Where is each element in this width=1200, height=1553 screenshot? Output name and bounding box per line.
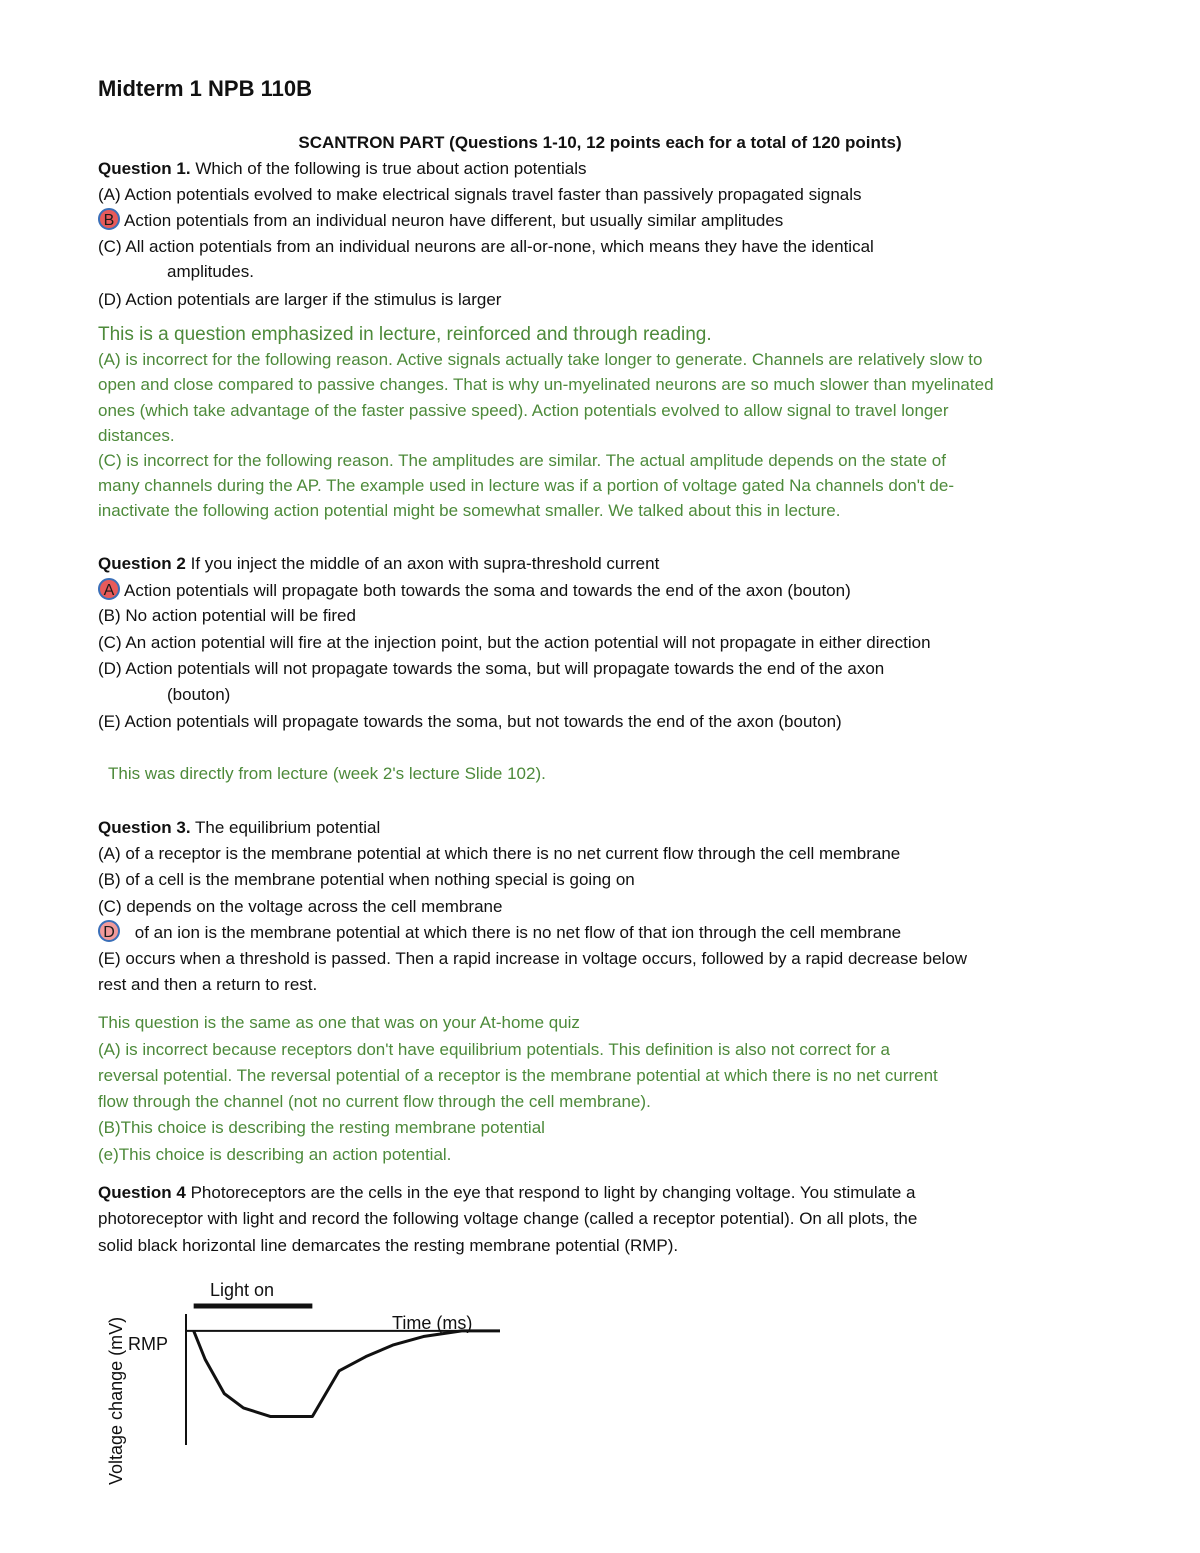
selected-answer-marker: D bbox=[98, 920, 120, 942]
q3-option-e: (E) occurs when a threshold is passed. Then a rapid increase in voltage occurs, followed by a rapid decrease below bbox=[98, 949, 968, 968]
q2-header bbox=[98, 553, 659, 575]
q4-header bbox=[98, 1182, 915, 1204]
q4-text-line: photoreceptor with light and record the following voltage change (called a receptor potential). On all plots, the bbox=[98, 1209, 918, 1228]
q2-option-a bbox=[98, 579, 851, 602]
q1-note-line: open and close compared to passive changes. That is why un-myelinated neurons are so much slower than myelinated bbox=[98, 375, 994, 394]
q4-label: Question 4 bbox=[98, 1183, 186, 1202]
q1-option-a: (A) Action potentials evolved to make electrical signals travel faster than passively propagated signals bbox=[98, 185, 862, 204]
q3-option-e-cont: rest and then a return to rest. bbox=[98, 975, 318, 994]
x-axis-label: Time (ms) bbox=[392, 1313, 473, 1333]
q3-option-d-text: of an ion is the membrane potential at which there is no net flow of that ion through the cell membrane bbox=[134, 923, 902, 942]
light-on-label: Light on bbox=[210, 1280, 275, 1300]
q3-note-line: This question is the same as one that was on your At-home quiz bbox=[98, 1013, 580, 1032]
q3-label: Question 3. bbox=[98, 818, 191, 837]
q4-text-line: Photoreceptors are the cells in the eye that respond to light by changing voltage. You stimulate a bbox=[190, 1183, 916, 1202]
selected-answer-marker: B bbox=[98, 208, 120, 230]
doc-title: Midterm 1 NPB 110B bbox=[98, 76, 312, 101]
q1-label: Question 1. bbox=[98, 159, 191, 178]
selected-answer-marker: A bbox=[98, 578, 120, 600]
q2-label: Question 2 bbox=[98, 554, 186, 573]
q2-note: This was directly from lecture (week 2's lecture Slide 102). bbox=[108, 764, 546, 783]
q1-header bbox=[98, 158, 587, 180]
receptor-potential-chart bbox=[90, 1270, 530, 1500]
q3-note-line: reversal potential. The reversal potential of a receptor is the membrane potential at which there is no net current bbox=[98, 1066, 938, 1085]
q1-note-line: many channels during the AP. The example used in lecture was if a portion of voltage gated Na channels don't de- bbox=[98, 476, 954, 495]
q1-option-b bbox=[98, 209, 783, 232]
q2-option-c: (C) An action potential will fire at the injection point, but the action potential will not propagate in either direction bbox=[98, 633, 931, 652]
q4-text-line: solid black horizontal line demarcates the resting membrane potential (RMP). bbox=[98, 1236, 679, 1255]
doc-subtitle: SCANTRON PART (Questions 1-10, 12 points each for a total of 120 points) bbox=[298, 133, 902, 152]
q3-option-b: (B) of a cell is the membrane potential when nothing special is going on bbox=[98, 870, 635, 889]
q2-option-e: (E) Action potentials will propagate towards the soma, but not towards the end of the axon (bouton) bbox=[98, 712, 842, 731]
q1-option-b-text: Action potentials from an individual neuron have different, but usually similar amplitudes bbox=[124, 211, 784, 230]
q3-option-a: (A) of a receptor is the membrane potential at which there is no net current flow through the cell membrane bbox=[98, 844, 901, 863]
q2-option-d: (D) Action potentials will not propagate towards the soma, but will propagate towards the end of the axon bbox=[98, 659, 885, 678]
q1-option-d: (D) Action potentials are larger if the stimulus is larger bbox=[98, 290, 502, 309]
receptor-potential-trace bbox=[194, 1331, 500, 1417]
q1-note-line: (A) is incorrect for the following reason. Active signals actually take longer to generate. Channels are relatively slow to bbox=[98, 350, 983, 369]
y-axis-label: Voltage change (mV) bbox=[106, 1316, 126, 1485]
q1-note-line: ones (which take advantage of the faster passive speed). Action potentials evolved to allow signal to travel longer bbox=[98, 401, 949, 420]
q1-note-line: (C) is incorrect for the following reason. The amplitudes are similar. The actual amplitude depends on the state of bbox=[98, 451, 946, 470]
q2-option-d-cont: (bouton) bbox=[167, 685, 231, 704]
q1-option-c-cont: amplitudes. bbox=[167, 262, 254, 281]
q2-prompt: If you inject the middle of an axon with supra-threshold current bbox=[190, 554, 660, 573]
q1-note-line: distances. bbox=[98, 426, 175, 445]
q3-note-line: flow through the channel (not no current flow through the cell membrane). bbox=[98, 1092, 651, 1111]
rmp-label: RMP bbox=[128, 1334, 168, 1354]
q3-option-c: (C) depends on the voltage across the cell membrane bbox=[98, 897, 503, 916]
q2-option-b: (B) No action potential will be fired bbox=[98, 606, 356, 625]
q1-note-heading: This is a question emphasized in lecture, reinforced and through reading. bbox=[98, 324, 712, 345]
q3-note-line: (e)This choice is describing an action potential. bbox=[98, 1145, 452, 1164]
q1-prompt: Which of the following is true about action potentials bbox=[195, 159, 587, 178]
q3-header bbox=[98, 817, 380, 839]
q1-note-line: inactivate the following action potential might be somewhat smaller. We talked about this in lecture. bbox=[98, 501, 841, 520]
q2-option-a-text: Action potentials will propagate both towards the soma and towards the end of the axon (bouton) bbox=[124, 581, 851, 600]
q1-option-c: (C) All action potentials from an individual neurons are all-or-none, which means they have the identical bbox=[98, 237, 874, 256]
q3-note-line: (B)This choice is describing the resting membrane potential bbox=[98, 1118, 545, 1137]
q3-note-line: (A) is incorrect because receptors don't have equilibrium potentials. This definition is also not correct for a bbox=[98, 1040, 890, 1059]
q3-prompt: The equilibrium potential bbox=[195, 818, 381, 837]
q3-option-d bbox=[98, 921, 901, 944]
